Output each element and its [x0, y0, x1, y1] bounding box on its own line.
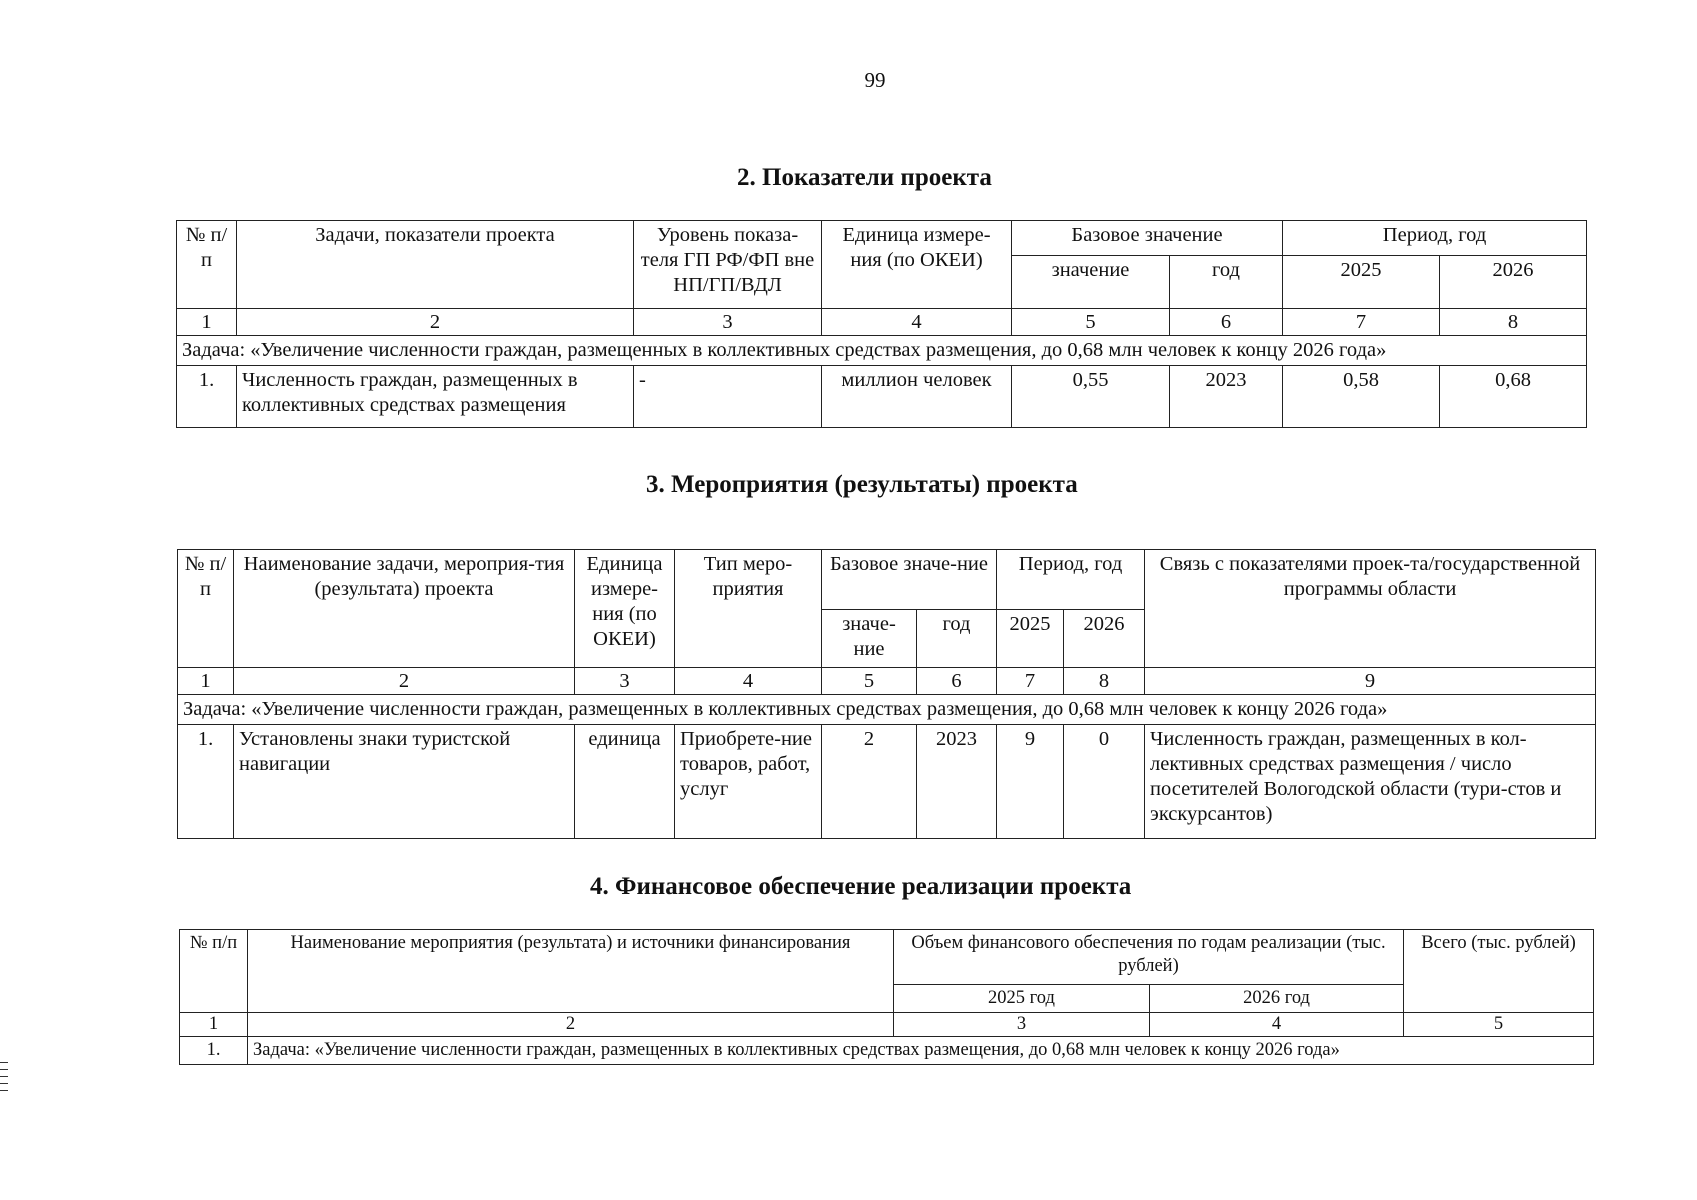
task-row: Задача: «Увеличение численности граждан, размещенных в коллективных средствах размещения, до 0,68 млн человек к концу 2026 года»: [248, 1037, 1594, 1065]
col-number: 2: [237, 309, 634, 336]
binding-marks: [0, 1062, 8, 1097]
row-2026: 0: [1064, 725, 1145, 839]
col-header-2026: 2026: [1064, 610, 1145, 668]
col-number: 1: [180, 1013, 248, 1037]
col-number: 8: [1440, 309, 1587, 336]
col-header-name: Наименование задачи, мероприя-тия (результата) проекта: [234, 550, 575, 668]
col-header-period: Период, год: [1283, 221, 1587, 256]
row-base-value: 0,55: [1012, 366, 1170, 428]
row-link: Численность граждан, размещенных в кол-лективных средствах размещения / число посетителей Вологодской области (тури-стов и экскурсантов): [1145, 725, 1596, 839]
row-type: Приобрете-ние товаров, работ, услуг: [675, 725, 822, 839]
col-number: 3: [575, 668, 675, 695]
row-level: -: [634, 366, 822, 428]
col-number: 3: [894, 1013, 1150, 1037]
col-header-unit: Единица измере-ния (по ОКЕИ): [822, 221, 1012, 309]
col-number: 2: [234, 668, 575, 695]
row-unit: единица: [575, 725, 675, 839]
col-header-volume: Объем финансового обеспечения по годам реализации (тыс. рублей): [894, 930, 1404, 985]
col-number: 6: [1170, 309, 1283, 336]
col-header-2025: 2025 год: [894, 985, 1150, 1013]
col-header-2026: 2026: [1440, 256, 1587, 309]
col-header-base-value: значение: [1012, 256, 1170, 309]
col-number: 1: [177, 309, 237, 336]
col-header-base-value: значе-ние: [822, 610, 917, 668]
row-name: Численность граждан, размещенных в коллективных средствах размещения: [237, 366, 634, 428]
column-numbers-row: [177, 309, 1587, 336]
col-header-base-year: год: [917, 610, 997, 668]
task-row: Задача: «Увеличение численности граждан, размещенных в коллективных средствах размещения, до 0,68 млн человек к концу 2026 года»: [178, 695, 1596, 725]
row-base-year: 2023: [917, 725, 997, 839]
col-number: 2: [248, 1013, 894, 1037]
col-number: 4: [1150, 1013, 1404, 1037]
col-header-num: № п/п: [180, 930, 248, 1013]
row-num: 1.: [178, 725, 234, 839]
col-header-period: Период, год: [997, 550, 1145, 610]
col-header-level: Уровень показа-теля ГП РФ/ФП вне НП/ГП/ВДЛ: [634, 221, 822, 309]
row-num: 1.: [180, 1037, 248, 1065]
col-header-base-year: год: [1170, 256, 1283, 309]
row-2025: 9: [997, 725, 1064, 839]
page-number: 99: [864, 68, 886, 92]
col-number: 6: [917, 668, 997, 695]
col-number: 5: [1404, 1013, 1594, 1037]
row-unit: миллион человек: [822, 366, 1012, 428]
table-row: [178, 725, 1596, 839]
task-row: Задача: «Увеличение численности граждан, размещенных в коллективных средствах размещения, до 0,68 млн человек к концу 2026 года»: [177, 336, 1587, 366]
section-4-title: 4. Финансовое обеспечение реализации проекта: [590, 873, 1132, 900]
col-number: 7: [997, 668, 1064, 695]
row-2026: 0,68: [1440, 366, 1587, 428]
col-header-type: Тип меро-приятия: [675, 550, 822, 668]
table-row: [180, 1037, 1594, 1065]
activities-table: [177, 549, 1596, 839]
section-2-title: 2. Показатели проекта: [737, 164, 992, 191]
col-number: 5: [1012, 309, 1170, 336]
financing-table: [179, 929, 1594, 1065]
col-header-base: Базовое значение: [1012, 221, 1283, 256]
col-number: 4: [822, 309, 1012, 336]
table-row: [177, 366, 1587, 428]
row-base-value: 2: [822, 725, 917, 839]
col-number: 3: [634, 309, 822, 336]
col-number: 5: [822, 668, 917, 695]
col-header-total: Всего (тыс. рублей): [1404, 930, 1594, 1013]
col-number: 1: [178, 668, 234, 695]
col-number: 8: [1064, 668, 1145, 695]
col-header-name: Задачи, показатели проекта: [237, 221, 634, 309]
col-header-name: Наименование мероприятия (результата) и источники финансирования: [248, 930, 894, 1013]
col-header-2025: 2025: [1283, 256, 1440, 309]
row-num: 1.: [177, 366, 237, 428]
col-number: 9: [1145, 668, 1596, 695]
col-header-link: Связь с показателями проек-та/государственной программы области: [1145, 550, 1596, 668]
col-number: 7: [1283, 309, 1440, 336]
col-header-2025: 2025: [997, 610, 1064, 668]
row-base-year: 2023: [1170, 366, 1283, 428]
column-numbers-row: [178, 668, 1596, 695]
col-header-base: Базовое значе-ние: [822, 550, 997, 610]
row-2025: 0,58: [1283, 366, 1440, 428]
column-numbers-row: [180, 1013, 1594, 1037]
col-number: 4: [675, 668, 822, 695]
section-3-title: 3. Мероприятия (результаты) проекта: [646, 471, 1078, 498]
col-header-num: № п/п: [177, 221, 237, 309]
col-header-unit: Единица измере-ния (по ОКЕИ): [575, 550, 675, 668]
col-header-2026: 2026 год: [1150, 985, 1404, 1013]
row-name: Установлены знаки туристской навигации: [234, 725, 575, 839]
col-header-num: № п/п: [178, 550, 234, 668]
indicators-table: [176, 220, 1587, 428]
